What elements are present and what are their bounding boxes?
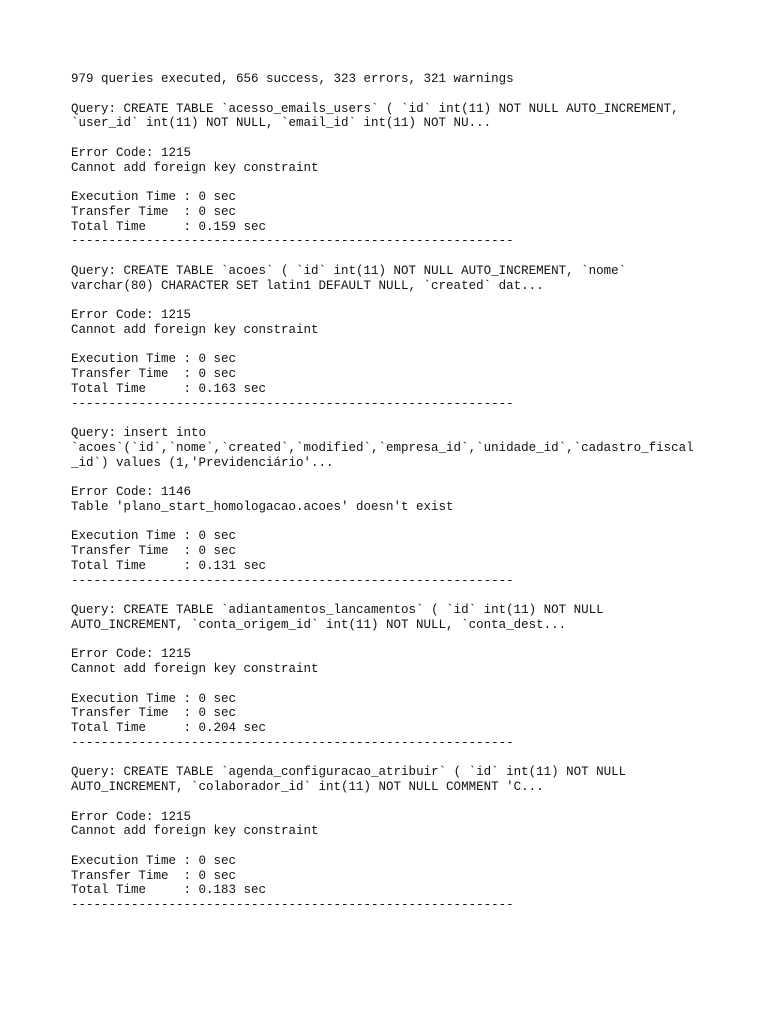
query-entries — [71, 102, 751, 928]
spacer — [71, 87, 751, 102]
execution-time — [71, 529, 751, 544]
error-message — [71, 500, 751, 515]
spacer — [71, 470, 751, 485]
query-line-value: varchar(80) CHARACTER SET latin1 DEFAULT NULL, `created` dat... — [71, 278, 544, 293]
transfer-time-label: Transfer Time : — [71, 868, 199, 883]
query-line — [71, 264, 751, 279]
spacer — [71, 633, 751, 648]
total-time — [71, 883, 751, 898]
execution-time-value: 0 sec — [198, 529, 237, 544]
total-time-value: 0.163 sec — [198, 381, 267, 396]
error-code — [71, 647, 751, 662]
query-line-label: Query: — [71, 603, 124, 617]
spacer — [71, 588, 751, 603]
execution-time — [71, 352, 751, 367]
total-time — [71, 382, 751, 397]
transfer-time — [71, 544, 751, 559]
query-line-value: CREATE TABLE `adiantamentos_lancamentos` ( `id` int(11) NOT NULL — [123, 603, 604, 617]
execution-time-label: Execution Time : — [71, 691, 199, 706]
error-code-label: Error Code: — [71, 308, 162, 322]
error-code-value: 1215 — [161, 145, 192, 160]
transfer-time — [71, 205, 751, 220]
query-entry — [71, 102, 751, 264]
total-time-label: Total Time : — [71, 219, 199, 234]
execution-time-label: Execution Time : — [71, 352, 199, 367]
query-entry — [71, 765, 751, 927]
error-message-value: Cannot add foreign key constraint — [71, 322, 319, 337]
query-entry — [71, 264, 751, 426]
separator-line — [71, 397, 751, 412]
query-line — [71, 603, 751, 618]
query-line-label: Query: — [71, 101, 124, 116]
total-time-label: Total Time : — [71, 721, 199, 735]
spacer — [71, 175, 751, 190]
error-code-label: Error Code: — [71, 809, 162, 824]
error-message — [71, 824, 751, 839]
total-time — [71, 220, 751, 235]
total-time — [71, 559, 751, 574]
query-line — [71, 116, 751, 131]
execution-time-label: Execution Time : — [71, 190, 199, 204]
transfer-time-value: 0 sec — [198, 367, 237, 381]
total-time-label: Total Time : — [71, 381, 199, 396]
execution-time-value: 0 sec — [198, 853, 237, 868]
query-line-value: CREATE TABLE `acesso_emails_users` ( `id` int(11) NOT NULL AUTO_INCREMENT, — [123, 101, 679, 116]
spacer — [71, 338, 751, 353]
query-line — [71, 102, 751, 117]
execution-time-value: 0 sec — [198, 190, 237, 204]
separator-line — [71, 234, 751, 249]
query-line-label: Query: — [71, 263, 124, 278]
query-line — [71, 456, 751, 471]
query-line-value: CREATE TABLE `agenda_configuracao_atribuir` ( `id` int(11) NOT NULL — [123, 765, 627, 780]
transfer-time-value: 0 sec — [198, 204, 237, 219]
query-log-document — [71, 72, 751, 928]
error-code — [71, 485, 751, 500]
total-time-value: 0.131 sec — [198, 558, 267, 573]
error-message — [71, 662, 751, 677]
transfer-time-label: Transfer Time : — [71, 706, 199, 721]
query-line-value: insert into — [123, 426, 207, 440]
query-line-label: Query: — [71, 765, 124, 780]
query-line-value: `user_id` int(11) NOT NULL, `email_id` int(11) NOT NU... — [71, 116, 492, 131]
query-line — [71, 279, 751, 294]
spacer — [71, 515, 751, 530]
total-time-label: Total Time : — [71, 883, 199, 898]
error-message — [71, 323, 751, 338]
separator-line — [71, 898, 751, 913]
query-entry — [71, 603, 751, 765]
error-message-value: Cannot add foreign key constraint — [71, 160, 319, 175]
query-line-value: _id`) values (1,'Previdenciário'... — [71, 455, 334, 470]
summary-line: 979 queries executed, 656 success, 323 errors, 321 warnings — [71, 72, 514, 86]
error-code-value: 1215 — [161, 308, 192, 322]
execution-time — [71, 692, 751, 707]
spacer — [71, 131, 751, 146]
error-code-label: Error Code: — [71, 647, 162, 662]
error-code — [71, 308, 751, 323]
transfer-time-value: 0 sec — [198, 868, 237, 883]
error-code-value: 1146 — [161, 485, 192, 499]
total-time-value: 0.159 sec — [198, 219, 267, 234]
transfer-time-label: Transfer Time : — [71, 367, 199, 381]
total-time-value: 0.183 sec — [198, 883, 267, 898]
spacer — [71, 751, 751, 766]
execution-time — [71, 190, 751, 205]
separator-line-value: ----------------------------------------------------------- — [71, 898, 514, 912]
transfer-time — [71, 869, 751, 884]
transfer-time — [71, 706, 751, 721]
transfer-time-value: 0 sec — [198, 544, 237, 558]
query-line-value: AUTO_INCREMENT, `colaborador_id` int(11) NOT NULL COMMENT 'C... — [71, 780, 544, 794]
separator-line — [71, 574, 751, 589]
spacer — [71, 411, 751, 426]
error-code — [71, 810, 751, 825]
error-message-value: Cannot add foreign key constraint — [71, 824, 319, 839]
error-message-value: Table 'plano_start_homologacao.acoes' doesn't exist — [71, 499, 454, 514]
query-line — [71, 618, 751, 633]
total-time-value: 0.204 sec — [198, 721, 267, 735]
query-line-value: `acoes`(`id`,`nome`,`created`,`modified`,`empresa_id`,`unidade_id`,`cadastro_fiscal — [71, 440, 694, 455]
error-code-label: Error Code: — [71, 485, 162, 499]
spacer — [71, 913, 751, 928]
transfer-time-value: 0 sec — [198, 706, 237, 721]
error-code — [71, 146, 751, 161]
query-line — [71, 426, 751, 441]
total-time — [71, 721, 751, 736]
query-line — [71, 780, 751, 795]
execution-time-value: 0 sec — [198, 691, 237, 706]
query-line-value: CREATE TABLE `acoes` ( `id` int(11) NOT NULL AUTO_INCREMENT, `nome` — [123, 263, 627, 278]
error-code-label: Error Code: — [71, 145, 162, 160]
query-line-value: AUTO_INCREMENT, `conta_origem_id` int(11) NOT NULL, `conta_dest... — [71, 617, 567, 632]
separator-line-value: ----------------------------------------------------------- — [71, 396, 514, 411]
separator-line-value: ----------------------------------------------------------- — [71, 573, 514, 588]
spacer — [71, 677, 751, 692]
transfer-time-label: Transfer Time : — [71, 544, 199, 558]
separator-line-value: ----------------------------------------------------------- — [71, 735, 514, 750]
spacer — [71, 795, 751, 810]
query-line — [71, 765, 751, 780]
spacer — [71, 839, 751, 854]
error-message-value: Cannot add foreign key constraint — [71, 662, 319, 676]
execution-time-value: 0 sec — [198, 352, 237, 367]
separator-line-value: ----------------------------------------------------------- — [71, 234, 514, 249]
total-time-label: Total Time : — [71, 558, 199, 573]
query-entry — [71, 426, 751, 603]
transfer-time — [71, 367, 751, 382]
query-line — [71, 441, 751, 456]
execution-time-label: Execution Time : — [71, 529, 199, 544]
execution-time-label: Execution Time : — [71, 853, 199, 868]
error-code-value: 1215 — [161, 809, 192, 824]
spacer — [71, 293, 751, 308]
execution-time — [71, 854, 751, 869]
error-code-value: 1215 — [161, 647, 192, 662]
error-message — [71, 161, 751, 176]
transfer-time-label: Transfer Time : — [71, 204, 199, 219]
separator-line — [71, 736, 751, 751]
query-line-label: Query: — [71, 426, 124, 440]
spacer — [71, 249, 751, 264]
